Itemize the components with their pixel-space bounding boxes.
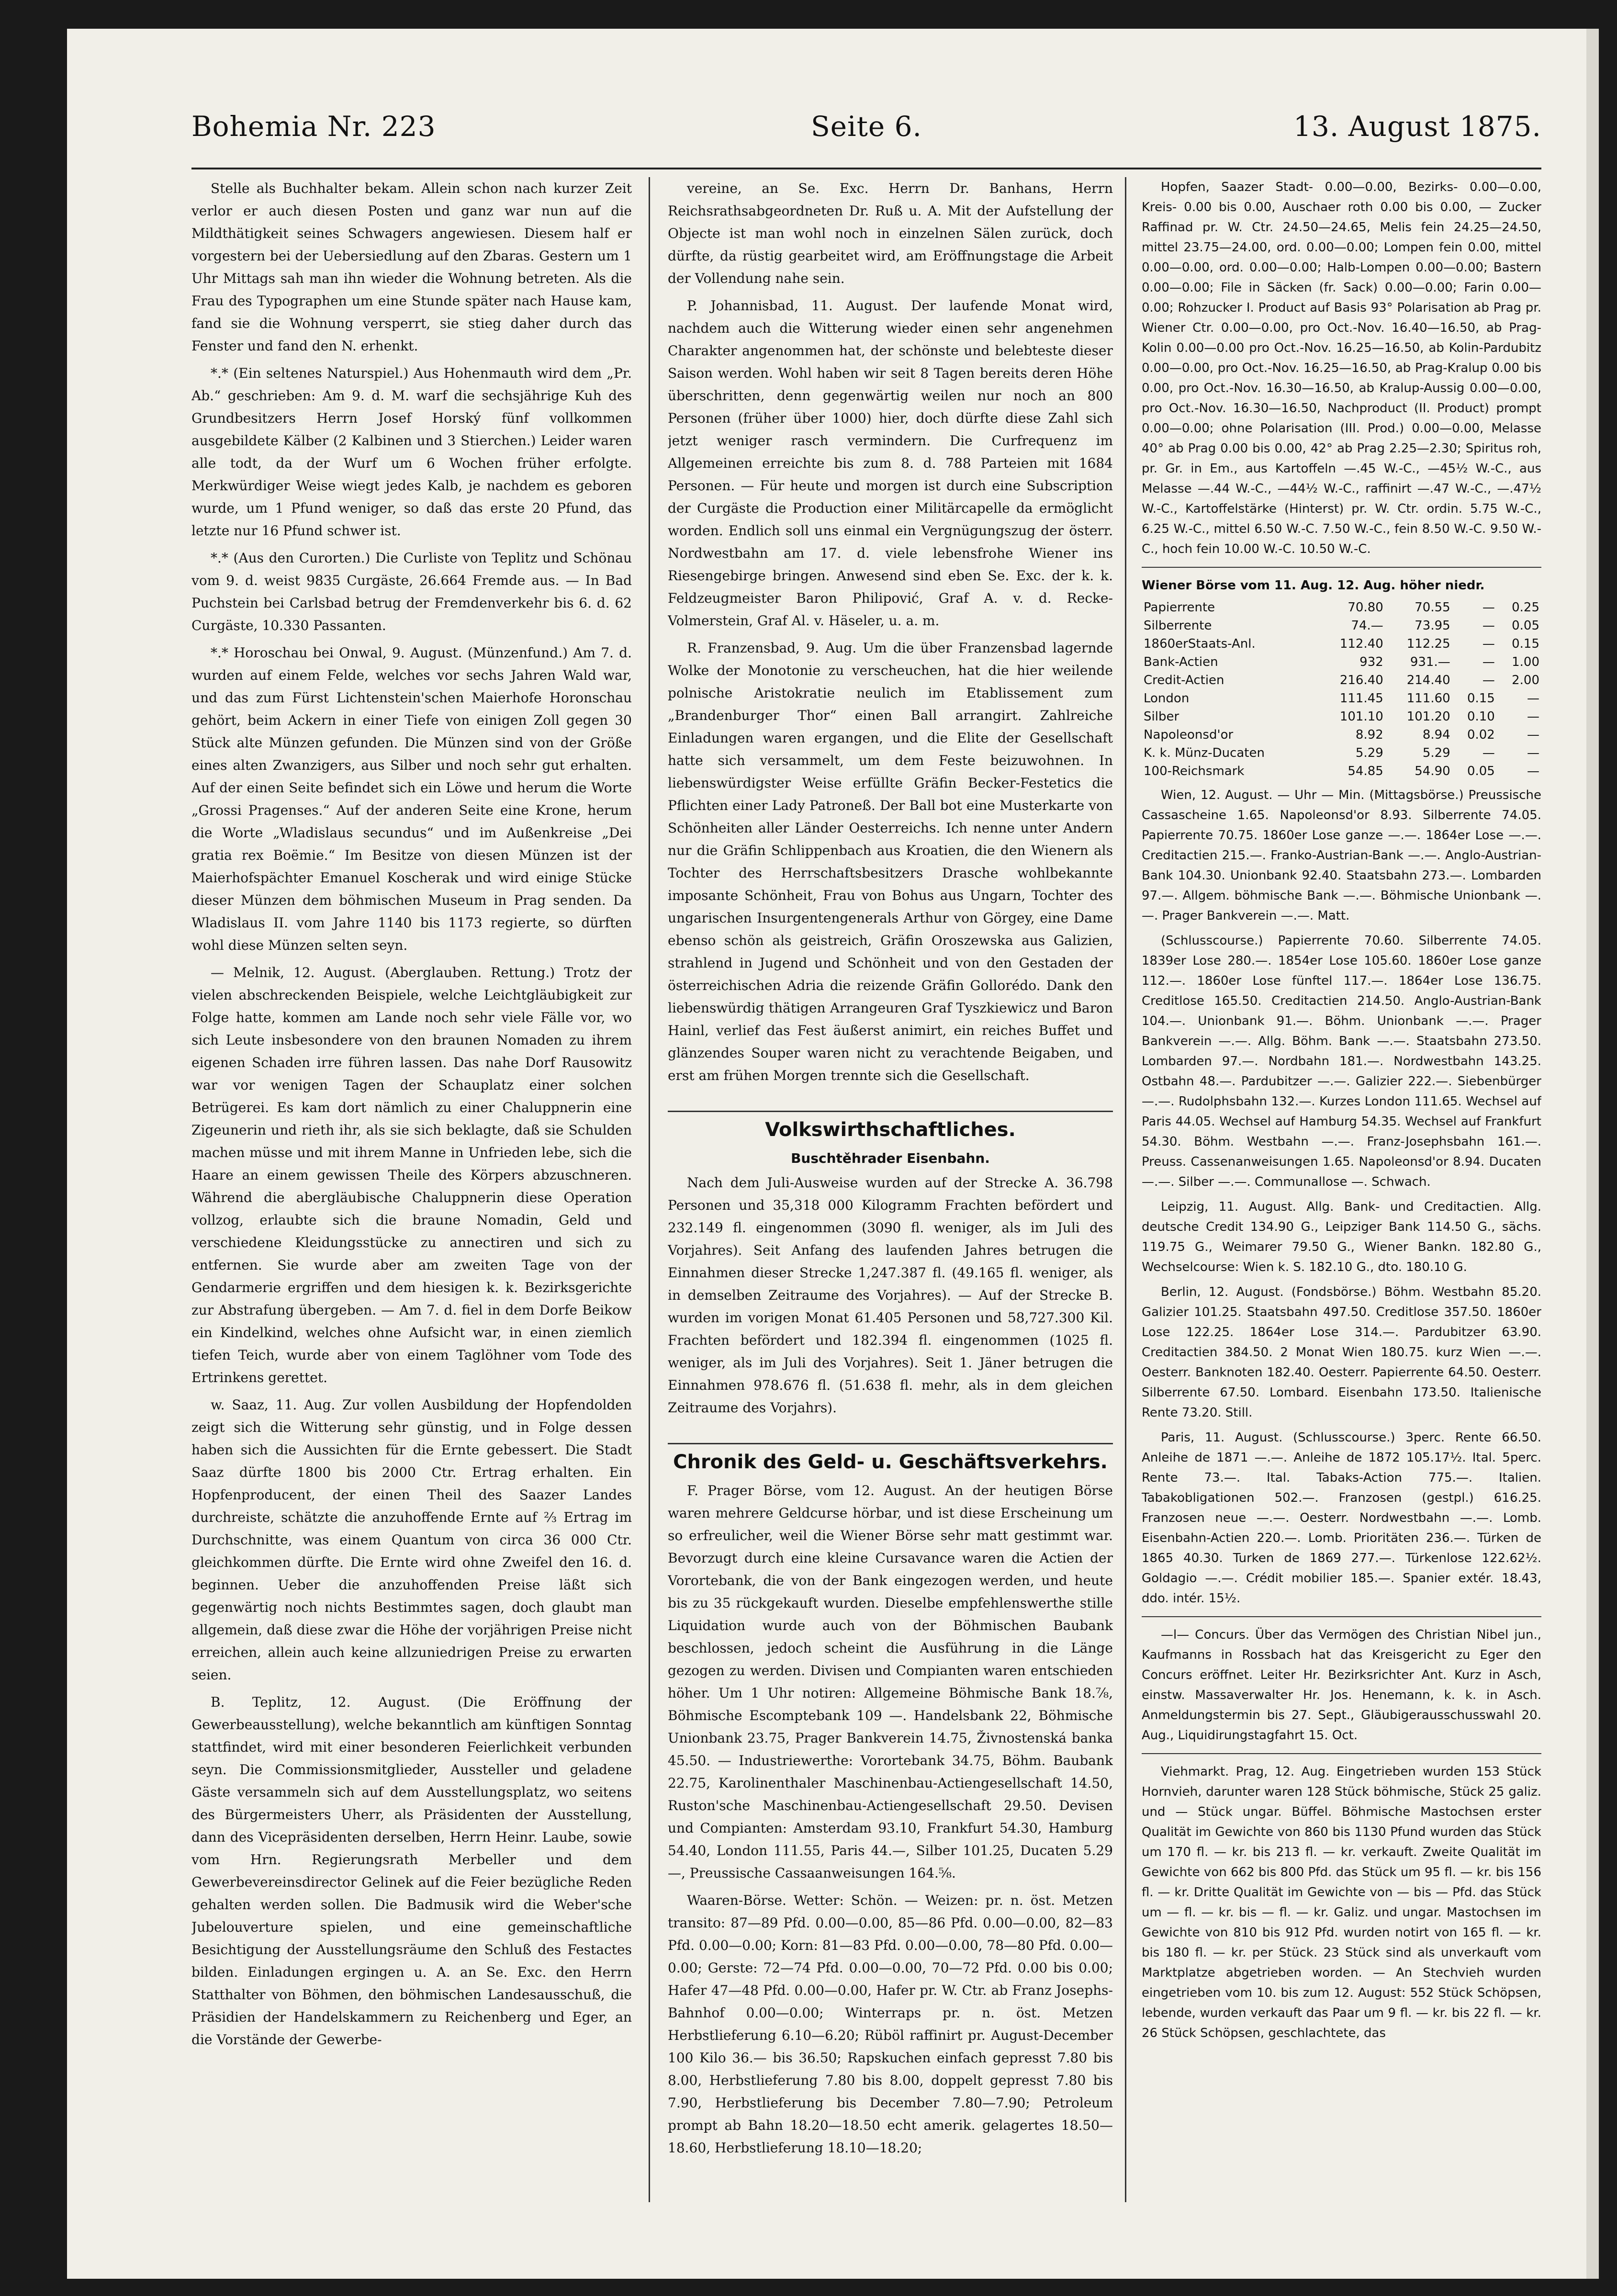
boerse-security: Napoleonsd'or <box>1144 728 1234 742</box>
section-heading-volkswirthschaft: Volkswirthschaftliches. <box>668 1111 1113 1141</box>
article-paragraph: F. Prager Börse, vom 12. August. An der heutigen Börse waren mehrere Geldcurse hörbar, und ist diese Erscheinung um so erfreulicher, weil die Wiener Börse sehr matt gestimmt war. Bevorzugt durch eine kleine Cursavance waren die Actien der Vorortebank, die von der Bank eingezogen werden, und heute bis zu 35 rückgekauft wurden. Dieselbe empfehlenswerthe stille Liquidation wurde auch von der Böhmischen Baubank beschlossen, jedoch scheint die Ausführung in die Länge gezogen zu werden. Divisen und Compianten waren entschieden höher. Um 1 Uhr notiren: Allgemeine Böhmische Bank 18.⅞, Böhmische Escomptebank 109 —. Handelsbank 22, Böhmische Unionbank 23.75, Prager Bankverein 14.75, Živnostenská banka 45.50. — Industriewerthe: Vorortebank 34.75, Böhm. Baubank 22.75, Karolinenthaler Maschinenbau-Actiengesellschaft 14.50, Ruston'sche Maschinenbau-Actiengesellschaft 29.50. Devisen und Compianten: Amsterdam 93.10, Frankfurt 54.30, Hamburg 54.40, London 111.55, Paris 44.—, Silber 101.25, Ducaten 5.29—, Preussische Cassaanweisungen 164.⅝. <box>668 1483 1113 1881</box>
boerse-value: 8.92 <box>1355 728 1383 742</box>
header-issue: Bohemia Nr. 223 <box>191 110 436 143</box>
boerse-row <box>1142 617 1541 635</box>
boerse-row <box>1142 744 1541 762</box>
article-paragraph: *.* Horoschau bei Onwal, 9. August. (Münzenfund.) Am 7. d. wurden auf einem Felde, welches vor sechs Jahren Wald war, und das zum Fürst Lichtenstein'schen Maierhofe Horonschau gehört, beim Ackern in einer Tiefe von einigen Zoll gegen 30 Stück alte Münzen gefunden. Die Münzen sind von der Größe eines alten Zwanzigers, aus Silber und noch sehr gut erhalten. Auf der einen Seite befindet sich ein Löwe und herum die Worte „Grossi Pragenses.“ Auf der anderen Seite eine Krone, herum die Worte „Wladislaus secundus“ und im Außenkreise „Dei gratia rex Boëmie.“ Im Besitze von diesen Münzen ist der Maierhofspächter Emanuel Koscherak und wird einige Stücke dieser Münzen dem böhmischen Museum in Prag senden. Da Wladislaus II. vom Jahre 1140 bis 1173 regierte, so dürften wohl diese Münzen selten seyn. <box>191 645 632 953</box>
boerse-row <box>1142 762 1541 780</box>
boerse-value: 111.45 <box>1339 691 1383 706</box>
boerse-heading: Wiener Börse vom 11. Aug. 12. Aug. höher niedr. <box>1142 578 1485 593</box>
boerse-value: 5.29 <box>1355 746 1383 760</box>
boerse-value: 73.95 <box>1415 619 1450 633</box>
boerse-value: 0.25 <box>1512 600 1539 615</box>
market-paragraph: Hopfen, Saazer Stadt- 0.00—0.00, Bezirks- 0.00—0.00, Kreis- 0.00 bis 0.00, Auschaer roth 0.00 bis 0.00, — Zucker Raffinad pr. W. Ctr. 24.50—24.65, Melis fein 24.25—24.50, mittel 23.75—24.00, ord. 0.00—0.00; Lompen fein 0.00, mittel 0.00—0.00, ord. 0.00—0.00; Halb-Lompen 0.00—0.00; Bastern 0.00—0.00; File in Säcken (fr. Sack) 0.00—0.00; Farin 0.00—0.00; Rohzucker I. Product auf Basis 93° Polarisation ab Prag pr. Wiener Ctr. 0.00—0.00, pro Oct.-Nov. 16.40—16.50, ab Prag-Kolin 0.00—0.00 pro Oct.-Nov. 16.25—16.50, ab Kolin-Pardubitz 0.00—0.00, pro Oct.-Nov. 16.25—16.50, ab Prag-Kralup 0.00 bis 0.00, pro Oct.-Nov. 16.30—16.50, ab Kralup-Aussig 0.00—0.00, pro Oct.-Nov. 16.30—16.50, Nachproduct (II. Product) prompt 0.00—0.00; ohne Polarisation (III. Prod.) 0.00—0.00, Melasse 40° ab Prag 0.00 bis 0.00, 42° ab Prag 2.25—2.30; Spiritus roh, pr. Gr. in Em., aus Kartoffeln —.45 W.-C., —45½ W.-C., aus Melasse —.44 W.-C., —44½ W.-C., raffinirt —.47 W.-C., —.47½ W.-C., Kartoffelstärke (Hinterst) pr. W. Ctr. ordin. 5.75 W.-C., 6.25 W.-C., mittel 6.50 W.-C. 7.50 W.-C., fein 8.50 W.-C. 9.50 W.-C., hoch fein 10.00 W.-C. 10.50 W.-C. <box>1142 180 1541 556</box>
boerse-row <box>1142 598 1541 617</box>
boerse-value: 0.05 <box>1467 764 1495 778</box>
header-date: 13. August 1875. <box>1293 110 1541 143</box>
section-rule <box>1142 1753 1541 1754</box>
market-paragraph: (Schlusscourse.) Papierrente 70.60. Silberrente 74.05. 1839er Lose 280.—. 1854er Lose 105.60. 1860er Lose ganze 112.—. 1860er Lose fünftel 117.—. 1864er Lose 136.75. Creditlose 165.50. Creditactien 214.50. Anglo-Austrian-Bank 104.—. Unionbank 91.—. Böhm. Unionbank —.—. Prager Bankverein —.—. Allg. Böhm. Bank —.—. Staatsbahn 273.50. Lombarden 97.—. Nordbahn 181.—. Nordwestbahn 143.25. Ostbahn 48.—. Pardubitzer —.—. Galizier 222.—. Siebenbürger —.—. Rudolphsbahn 132.—. Kurzes London 111.65. Wechsel auf Paris 44.05. Wechsel auf Hamburg 54.35. Wechsel auf Frankfurt 54.30. Böhm. Westbahn —.—. Franz-Josephsbahn 161.—. Preuss. Cassenanweisungen 1.65. Napoleonsd'or 8.94. Ducaten —.—. Silber —.—. Communallose —. Schwach. <box>1142 934 1541 1189</box>
boerse-row <box>1142 708 1541 726</box>
boerse-value: 2.00 <box>1512 673 1539 687</box>
boerse-value: 216.40 <box>1339 673 1383 687</box>
boerse-table <box>1142 598 1541 780</box>
boerse-value: — <box>1482 746 1495 760</box>
article-paragraph: R. Franzensbad, 9. Aug. Um die über Franzensbad lagernde Wolke der Monotonie zu verscheuchen, hat die hier weilende polnische Aristokratie neulich im Etablissement zum „Brandenburger Thor“ einen Ball arrangirt. Zahlreiche Einladungen waren ergangen, und die Elite der Gesellschaft hatte sich versammelt, um dem Feste beizuwohnen. In liebenswürdigster Weise erfüllte Gräfin Becker-Festetics die Pflichten einer Lady Patroneß. Der Ball bot eine Musterkarte von Schönheiten aller Länder Oesterreichs. Ich nenne unter Andern nur die Gräfin Schlippenbach aus Kroatien, die den Wienern als Tochter des Herrschaftsbesitzers Drasche wohlbekannte imposante Schönheit, Frau von Bohus aus Ungarn, Tochter des ungarischen Insurgentengenerals Arthur von Görgey, eine Dame ebenso schön als geistreich, Gräfin Oroszewska aus Galizien, strahlend in Jugend und Schönheit und von den Gestaden der österreichischen Adria die reizende Gräfin Gollorédo. Dank den liebenswürdig thätigen Arrangeuren Graf Tyszkiewicz und Baron Hainl, verlief das Fest äußerst animirt, ein reiches Buffet und glänzendes Souper waren nicht zu verachtende Beigaben, und erst am frühen Morgen trennte sich die Gesellschaft. <box>668 640 1113 1083</box>
boerse-value: — <box>1482 600 1495 615</box>
boerse-value: 54.90 <box>1415 764 1450 778</box>
boerse-value: 70.55 <box>1415 600 1450 615</box>
boerse-value: — <box>1527 728 1539 742</box>
boerse-value: — <box>1527 764 1539 778</box>
article-paragraph: B. Teplitz, 12. August. (Die Eröffnung der Gewerbeausstellung), welche bekanntlich am künftigen Sonntag stattfindet, wird mit einer besonderen Feierlichkeit verbunden seyn. Die Commissionsmitglieder, Aussteller und geladene Gäste versammeln sich auf dem Ausstellungsplatz, wo seitens des Bürgermeisters Uherr, als Präsidenten der Ausstellung, dann des Vicepräsidenten derselben, Herrn Heinr. Laube, sowie vom Hrn. Regierungsrath Merbeller und dem Gewerbevereinsdirector Gelinek auf die Feier bezügliche Reden gehalten werden sollen. Die Badmusik wird die Weber'sche Jubelouverture spielen, und eine gemeinschaftliche Besichtigung der Ausstellungsräume den Schluß des Festactes bilden. Einladungen ergingen u. A. an Se. Exc. den Herrn Statthalter von Böhmen, den böhmischen Landesausschuß, die Präsidien der Handelskammern zu Reichenberg und Eger, an die Vorstände der Gewerbe- <box>191 1694 632 2048</box>
article-paragraph: vereine, an Se. Exc. Herrn Dr. Banhans, Herrn Reichsrathsabgeordneten Dr. Ruß u. A. Mit der Aufstellung der Objecte ist man wohl noch in einzelnen Sälen zurück, doch dürfte, da rüstig gearbeitet wird, am Eröffnungstage die Arbeit der Vollendung nahe sein. <box>668 180 1113 286</box>
boerse-row <box>1142 726 1541 744</box>
boerse-value: 8.94 <box>1422 728 1450 742</box>
header-rule <box>191 168 1541 169</box>
market-paragraph: Leipzig, 11. August. Allg. Bank- und Creditactien. Allg. deutsche Credit 134.90 G., Leipziger Bank 114.50 G., sächs. 119.75 G., Weimarer 79.50 G., Wiener Bankn. 182.80 G., Wechselcourse: Wien k. S. 182.10 G., dto. 180.10 G. <box>1142 1200 1541 1274</box>
article-paragraph: Stelle als Buchhalter bekam. Allein schon nach kurzer Zeit verlor er auch diesen Posten und ganz war nun auf die Mildthätigkeit seines Schwagers angewiesen. Diesem half er vorgestern bei der Uebersiedlung auf den Zbaras. Gestern um 1 Uhr Mittags sah man ihn wieder die Wohnung betreten. Als die Frau des Typographen um eine Stunde später nach Hause kam, fand sie die Wohnung versperrt, sie stieg daher durch das Fenster und fand den N. erhenkt. <box>191 180 632 354</box>
section-rule <box>1142 567 1541 568</box>
boerse-value: — <box>1482 655 1495 669</box>
boerse-value: 5.29 <box>1422 746 1450 760</box>
market-paragraph: Viehmarkt. Prag, 12. Aug. Eingetrieben wurden 153 Stück Hornvieh, darunter waren 128 Stück böhmische, Stück 25 galiz. und — Stück ungar. Büffel. Böhmische Mastochsen erster Qualität im Gewichte von 860 bis 1130 Pfund wurden das Stück um 170 fl. — kr. bis 213 fl. — kr. verkauft. Zweite Qualität im Gewichte von 662 bis 800 Pfd. das Stück um 95 fl. — kr. bis 156 fl. — kr. Dritte Qualität im Gewichte von — bis — Pfd. das Stück um — fl. — kr. bis — fl. — kr. Galiz. und ungar. Mastochsen im Gewichte von 810 bis 912 Pfd. wurden notirt von 165 fl. — kr. bis 180 fl. — kr. per Stück. 23 Stück sind als unverkauft vom Marktplatze abgetrieben worden. — An Stechvieh wurden eingetrieben vom 10. bis zum 12. August: 552 Stück Schöpsen, lebende, wurden verkauft das Paar um 9 fl. — kr. bis 22 fl. — kr. 26 Stück Schöpsen, geschlachtete, das <box>1142 1765 1541 2040</box>
boerse-value: 74.— <box>1351 619 1383 633</box>
boerse-value: 54.85 <box>1348 764 1383 778</box>
boerse-value: — <box>1482 619 1495 633</box>
boerse-value: — <box>1482 637 1495 651</box>
boerse-value: 0.10 <box>1467 709 1495 724</box>
subheading-buschtehrader: Buschtěhrader Eisenbahn. <box>791 1150 990 1166</box>
column-divider <box>1125 177 1126 2202</box>
boerse-value: 1.00 <box>1512 655 1539 669</box>
article-paragraph: *.* (Aus den Curorten.) Die Curliste von Teplitz und Schönau vom 9. d. weist 9835 Curgäste, 26.664 Fremde aus. — In Bad Puchstein bei Carlsbad betrug der Fremdenverkehr bis 6. d. 62 Curgäste, 10.330 Passanten. <box>191 550 632 633</box>
market-paragraph: Berlin, 12. August. (Fondsbörse.) Böhm. Westbahn 85.20. Galizier 101.25. Staatsbahn 497.50. Creditlose 357.50. 1860er Lose 122.25. 1864er Lose 314.—. Pardubitzer 63.90. Creditactien 384.50. 2 Monat Wien 180.75. kurz Wien —.—. Oesterr. Banknoten 182.40. Oesterr. Papierrente 64.50. Oesterr. Silberrente 67.50. Lombard. Eisenbahn 173.50. Italienische Rente 73.20. Still. <box>1142 1285 1541 1420</box>
article-paragraph: *.* (Ein seltenes Naturspiel.) Aus Hohenmauth wird dem „Pr. Ab.“ geschrieben: Am 9. d. M. warf die sechsjährige Kuh des Grundbesitzers Herrn Josef Horský fünf vollkommen ausgebildete Kälber (2 Kalbinen und 3 Stierchen.) Leider waren alle todt, da der Wurf um 6 Wochen früher erfolgte. Merkwürdiger Weise wiegt jedes Kalb, je nachdem es geboren wurde, um 1 Pfund weniger, so daß das erste 20 Pfund, das letzte nur 16 Pfund schwer ist. <box>191 365 632 539</box>
page-header <box>191 105 1541 163</box>
market-paragraph: —l— Concurs. Über das Vermögen des Christian Nibel jun., Kaufmanns in Rossbach hat das Kreisgericht zu Eger den Concurs eröffnet. Leiter Hr. Bezirksrichter Ant. Kurz in Asch, einstw. Massaverwalter Hr. Jos. Henemann, k. k. in Asch. Anmeldungstermin bis 27. Sept., Gläubigerausschusswahl 20. Aug., Liquidirungstagfahrt 15. Oct. <box>1142 1628 1541 1743</box>
boerse-value: 101.10 <box>1339 709 1383 724</box>
boerse-value: 111.60 <box>1406 691 1450 706</box>
boerse-security: Bank-Actien <box>1144 655 1218 669</box>
boerse-value: 70.80 <box>1348 600 1383 615</box>
newspaper-page <box>67 29 1599 2279</box>
boerse-row <box>1142 635 1541 653</box>
boerse-row <box>1142 671 1541 689</box>
boerse-value: 931.— <box>1410 655 1450 669</box>
market-paragraph: Paris, 11. August. (Schlusscourse.) 3perc. Rente 66.50. Anleihe de 1871 —.—. Anleihe de 1872 105.17½. Ital. 5perc. Rente 73.—. Ital. Tabaks-Action 775.—. Italien. Tabakobligationen 502.—. Franzosen (gestpl.) 616.25. Franzosen neue —.—. Oesterr. Nordwestbahn —.—. Lomb. Eisenbahn-Actien 220.—. Lomb. Prioritäten 236.—. Türken de 1865 40.30. Turken de 1869 277.—. Türkenlose 122.62½. Goldagio —.—. Crédit mobilier 185.—. Spanier extér. 18.43, ddo. intér. 15½. <box>1142 1430 1541 1606</box>
boerse-security: K. k. Münz-Ducaten <box>1144 746 1265 760</box>
boerse-row <box>1142 689 1541 708</box>
boerse-value: 112.25 <box>1406 637 1450 651</box>
boerse-value: — <box>1527 709 1539 724</box>
column-3 <box>1142 177 1541 2202</box>
market-paragraph: Wien, 12. August. — Uhr — Min. (Mittagsbörse.) Preussische Cassascheine 1.65. Napoleonsd'or 8.93. Silberrente 74.05. Papierrente 70.75. 1860er Lose ganze —.—. 1864er Lose —.—. Creditactien 215.—. Franko-Austrian-Bank —.—. Anglo-Austrian-Bank 104.30. Unionbank 92.40. Staatsbahn 273.—. Lombarden 97.—. Allgem. böhmische Bank —.—. Böhmische Unionbank —.—. Prager Bankverein —.—. Matt. <box>1142 788 1541 923</box>
boerse-row <box>1142 653 1541 671</box>
section-heading-chronik: Chronik des Geld- u. Geschäftsverkehrs. <box>668 1443 1113 1474</box>
boerse-value: 101.20 <box>1406 709 1450 724</box>
article-paragraph: P. Johannisbad, 11. August. Der laufende Monat wird, nachdem auch die Witterung wieder einen sehr angenehmen Charakter angenommen hat, der schönste und belebteste dieser Saison werden. Wohl haben wir seit 8 Tagen bereits deren Höhe überschritten, denn gegenwärtig weilen nur noch an 800 Personen (früher über 1000) hier, doch dürfte diese Zahl sich jetzt weniger rasch vermindern. Die Curfrequenz im Allgemeinen erreichte bis zum 8. d. 788 Parteien mit 1684 Personen. — Für heute und morgen ist durch eine Subscription der Curgäste die Production einer Militärcapelle da ermöglicht worden. Endlich soll uns einmal ein Vergnügungszug der österr. Nordwestbahn am 17. d. viele lebensfrohe Wiener ins Riesengebirge bringen. Anwesend sind eben Se. Exc. der k. k. Feldzeugmeister Baron Philipović, Graf A. v. d. Recke-Volmerstein, Graf Al. v. Häseler, u. a. m. <box>668 298 1113 629</box>
boerse-security: Silberrente <box>1144 619 1212 633</box>
boerse-security: London <box>1144 691 1190 706</box>
section-rule <box>1142 1616 1541 1617</box>
boerse-value: 0.15 <box>1512 637 1539 651</box>
boerse-value: — <box>1527 691 1539 706</box>
article-paragraph: w. Saaz, 11. Aug. Zur vollen Ausbildung der Hopfendolden zeigt sich die Witterung sehr günstig, und in Folge dessen haben sich die Aussichten für die Ernte gebessert. Die Stadt Saaz dürfte 1800 bis 2000 Ctr. Ertrag erhalten. Ein Hopfenproducent, der einen Theil des Saazer Landes durchreiste, schätzte die anzuhoffende Ernte auf ⅔ Ertrag im Durchschnitte, was einem Quantum von circa 36 000 Ctr. gleichkommen dürfte. Die Ernte wird ohne Zweifel den 16. d. beginnen. Ueber die anzuhoffenden Preise läßt sich gegenwärtig noch nichts Bestimmtes sagen, doch glaubt man allgemein, daß diese zwar die Höhe der vorjährigen Preise nicht erreichen, allein auch keine allzuniedrigen Preise zu erwarten seien. <box>191 1397 632 1683</box>
page-edge <box>1586 29 1599 2279</box>
header-page-number: Seite 6. <box>810 110 922 143</box>
boerse-value: 214.40 <box>1406 673 1450 687</box>
column-divider <box>649 177 650 2202</box>
column-2 <box>668 177 1113 2202</box>
boerse-value: — <box>1482 673 1495 687</box>
boerse-value: — <box>1527 746 1539 760</box>
boerse-value: 112.40 <box>1339 637 1383 651</box>
boerse-security: Silber <box>1144 709 1179 724</box>
boerse-security: Papierrente <box>1144 600 1215 615</box>
boerse-value: 932 <box>1359 655 1383 669</box>
article-paragraph: — Melnik, 12. August. (Aberglauben. Rettung.) Trotz der vielen abschreckenden Beispiele, welche Leichtgläubigkeit zur Folge hatte, kommen am Lande noch sehr viele Fälle vor, wo sich Leute insbesondere von den braunen Nomaden zu ihrem eigenen Schaden irre führen lassen. Das nahe Dorf Rausowitz war vor wenigen Tagen der Schauplatz einer solchen Betrügerei. Es kam dort nämlich zu einer Chaluppnerin eine Zigeunerin und rieth ihr, als sie sich beklagte, daß sie Schulden machen müsse und mit ihrem Manne in Unfrieden lebe, sich die Haare an einem gewissen Theile des Körpers abzuschneren. Während die abergläubische Chaluppnerin diese Operation vollzog, erlaubte sich die braune Nomadin, Geld und verschiedene Kleidungsstücke zu annectiren und sich zu entfernen. Sie wurde aber am zweiten Tage von der Gendarmerie ergriffen und dem hiesigen k. k. Bezirksgerichte zur Abstrafung übergeben. — Am 7. d. fiel in dem Dorfe Beikow ein Kindelkind, welches ohne Aufsicht war, in einen ziemlich tiefen Teich, wurde aber von einem Taglöhner vom Tode des Ertrinkens gerettet. <box>191 965 632 1385</box>
boerse-security: Credit-Actien <box>1144 673 1224 687</box>
boerse-security: 100-Reichsmark <box>1144 764 1245 778</box>
boerse-security: 1860erStaats-Anl. <box>1144 637 1256 651</box>
boerse-value: 0.15 <box>1467 691 1495 706</box>
column-1 <box>191 177 632 2202</box>
boerse-value: 0.02 <box>1467 728 1495 742</box>
article-paragraph: Waaren-Börse. Wetter: Schön. — Weizen: pr. n. öst. Metzen transito: 87—89 Pfd. 0.00—0.00, 85—86 Pfd. 0.00—0.00, 82—83 Pfd. 0.00—0.00; Korn: 81—83 Pfd. 0.00—0.00, 78—80 Pfd. 0.00—0.00; Gerste: 72—74 Pfd. 0.00—0.00, 70—72 Pfd. 0.00 bis 0.00; Hafer 47—48 Pfd. 0.00—0.00, Hafer pr. W. Ctr. ab Franz Josephs-Bahnhof 0.00—0.00; Winterraps pr. n. öst. Metzen Herbstlieferung 6.10—6.20; Rüböl raffinirt pr. August-December 100 Kilo 36.— bis 36.50; Rapskuchen einfach gepresst 7.80 bis 8.00, Herbstlieferung 7.80 bis 8.00, doppelt gepresst 7.80 bis 7.90, Herbstlieferung bis December 7.80—7.90; Petroleum prompt ab Bahn 18.20—18.50 echt amerik. gelagertes 18.50—18.60, Herbstlieferung 18.10—18.20; <box>668 1892 1113 2156</box>
article-paragraph: Nach dem Juli-Ausweise wurden auf der Strecke A. 36.798 Personen und 35,318 000 Kilogramm Frachten befördert und 232.149 fl. eingenommen (3090 fl. weniger, als im Juli des Vorjahres). Seit Anfang des laufenden Jahres betrugen die Einnahmen dieser Strecke 1,247.387 fl. (49.165 fl. weniger, als in demselben Zeitraume des Vorjahres). — Auf der Strecke B. wurden im vorigen Monat 61.405 Personen und 58,727.300 Kil. Frachten befördert und 182.394 fl. eingenommen (1025 fl. weniger, als im Juli des Vorjahres). Seit 1. Jäner betrugen die Einnahmen 978.676 fl. (51.638 fl. mehr, als in dem gleichen Zeitraume des Vorjahrs). <box>668 1175 1113 1416</box>
boerse-value: 0.05 <box>1512 619 1539 633</box>
